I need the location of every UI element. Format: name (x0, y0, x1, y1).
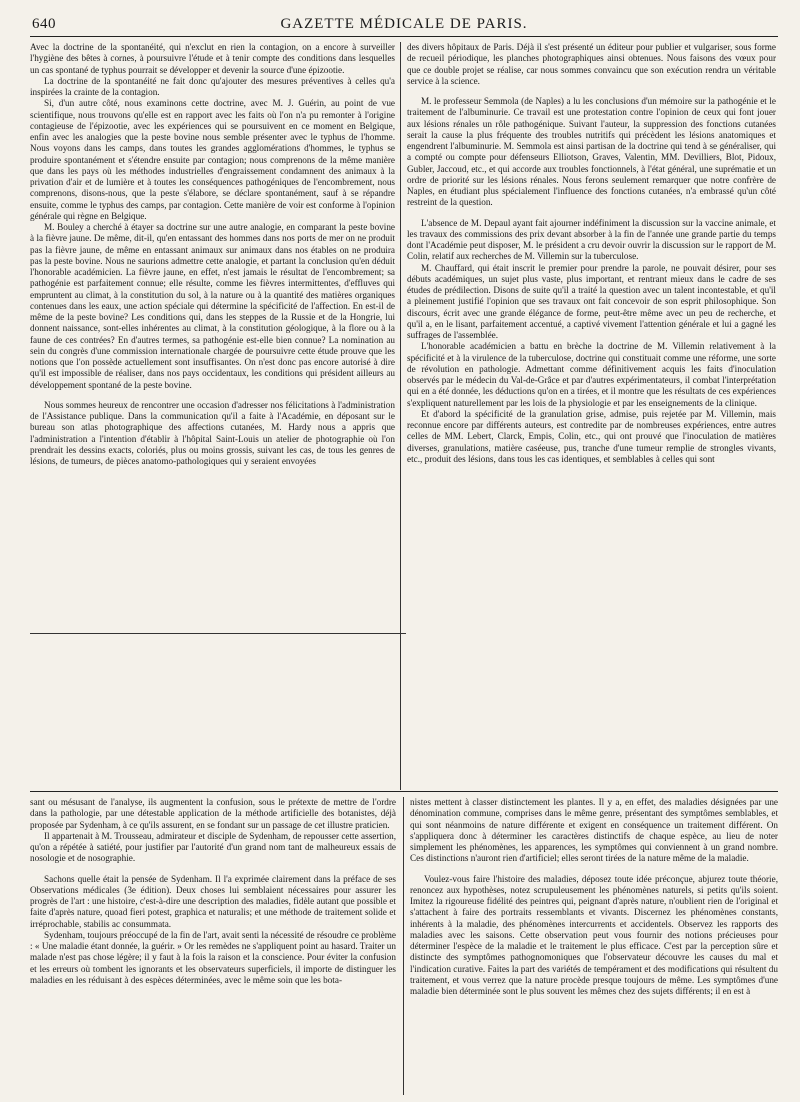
page-header (30, 14, 778, 37)
paragraph: La doctrine de la spontanéité ne fait donc qu'ajouter des mesures préventives à celles qu'a inspirées la crainte de la contagion. (30, 75, 395, 97)
column-4 (410, 797, 778, 1095)
page-number: 640 (32, 16, 56, 32)
column-divider (400, 42, 401, 790)
paragraph: Sydenham, toujours préoccupé de la fin de l'art, avait senti la nécessité de résoudre ce problème : « Une maladie étant donnée, la guérir. » Or les remèdes ne s'appliquent point au hasard. Traiter un malade n'est pas chose légère; il y faut à la fois la raison et la conscience. Pour éviter la confusion et les erreurs où tombent les ignorants et les observateurs superficiels, il importe de distinguer les maladies en les réduisant à des espèces déterminées, avec le même soin que les bota- (30, 929, 396, 985)
paragraph: L'honorable académicien a battu en brèche la doctrine de M. Villemin relativement à la spécificité et à la virulence de la tuberculose, doctrine qui constituait comme une réforme, une sorte de révolution en pathologie. Admettant comme définitivement acquis les faits d'inoculation observés par le médecin du Val-de-Grâce et par d'autres expérimentateurs, il combat l'interprétation qui en a été donnée, les déductions qu'on en a tirées, et il montre que les résultats de ces expériences s'expliquent naturellement par les lois de la physiologie et par les enseignements de la clinique. (407, 341, 776, 408)
paragraph: M. le professeur Semmola (de Naples) a lu les conclusions d'un mémoire sur la pathogénie et le traitement de l'albuminurie. Ce travail est une protestation contre l'opinion de ceux qui font jouer aux lésions rénales un rôle pathogénique. Suivant l'auteur, la suppression des fonctions cutanées serait la cause la plus fréquente des troubles nutritifs qui précèdent les lésions anatomiques et engendrent l'albuminurie. M. Semmola est ainsi partisan de la doctrine qui tend à se généraliser, qui a compté ou compte pour défenseurs Elliotson, Graves, Valentin, MM. Devilliers, Blot, Pidoux, Gubler, Jaccoud, etc., et qui accorde aux troubles fonctionnels, à l'état général, une suprématie et un ordre de priorité sur les lésions rénales. Nous ferons seulement remarquer que notre confrère de Naples, en étudiant plus spécialement l'influence des fonctions cutanées, n'a embrassé qu'un côté restreint de la question. (407, 96, 776, 208)
paragraph: Nous sommes heureux de rencontrer une occasion d'adresser nos félicitations à l'administration de l'Assistance publique. Dans la communication qu'il a faite à l'Académie, en déposant sur le bureau son atlas photographique des affections cutanées, M. Hardy nous a appris que l'administration a l'intention d'établir à l'hôpital Saint-Louis un atelier de photographie où l'on prendrait les dessins exacts, coloriés, plus ou moins grossis, suivant les cas, de tous les genres de lésions, de tumeurs, de pièces anatomo-pathologiques qui y seraient envoyées (30, 399, 395, 466)
paragraph: Voulez-vous faire l'histoire des maladies, déposez toute idée préconçue, abjurez toute théorie, renoncez aux hypothèses, notez scrupuleusement les phénomènes naturels, si petits qu'ils soient. Imitez la rigoureuse fidélité des peintres qui, peignant d'après nature, n'oublient rien de l'original et s'attachent à faire des portraits ressemblants et vivants. Discernez les phénomènes constants, inhérents à la maladie, des phénomènes intercurrents et accidentels. Observez les rapports des maladies avec les saisons. Cette observation peut vous fournir des notions précieuses pour déterminer l'espèce de la maladie et le traitement le plus efficace. C'est par la perception sûre et distincte des symptômes pathognomoniques que l'observateur découvre les causes du mal et l'indication curative. Faites la part des variétés de tempérament et des modifications qui résultent du traitement, et vous verrez que la nature procède presque toujours de même. Les symptômes d'une maladie bien déterminée sont le plus souvent les mêmes chez des sujets différents; il en est à (410, 873, 778, 996)
paragraph: M. Chauffard, qui était inscrit le premier pour prendre la parole, ne pouvait désirer, pour ses débuts académiques, un sujet plus vaste, plus important, et rentrant mieux dans le cadre de ses études de prédilection. Disons de suite qu'il a traité la question avec un talent incontestable, et qu'il a pleinement justifié l'opinion que ses travaux ont fait concevoir de son esprit philosophique. Son discours, écrit avec une grande élégance de forme, peut-être même avec un peu de recherche, et qu'il a, en le lisant, parfaitement accentué, a captivé vivement l'attention générale et lui a gagné les suffrages de l'assemblée. (407, 262, 776, 340)
paragraph: nistes mettent à classer distinctement les plantes. Il y a, en effet, des maladies désignées par une dénomination commune, comprises dans le même genre, présentant des symptômes semblables, et qui sont néanmoins de nature différente et exigent en conséquence un traitement différent. On s'appliquera donc à déterminer les caractères distinctifs de chaque espèce, au lieu de noter simplement les phénomènes, les apparences, les symptômes qui conviennent à un grand nombre. Ces distinctions n'auront rien d'artificiel; elles seront tirées de la nature même de la maladie. (410, 797, 778, 864)
paragraph: Avec la doctrine de la spontanéité, qui n'exclut en rien la contagion, on a encore à surveiller l'hygiène des bêtes à cornes, à poursuivre l'étude et à tenir compte des conditions dans lesquelles un cas spontané de typhus pourrait se développer et devenir la source d'une épizootie. (30, 42, 395, 75)
paragraph: Et d'abord la spécificité de la granulation grise, admise, puis rejetée par M. Villemin, mais reconnue encore par différents auteurs, est contredite par de nombreuses expériences, entre autres celles de MM. Lebert, Clarck, Empis, Colin, etc., qui ont prouvé que l'inoculation de matières diverses, granulations, matière caséeuse, pus, tranche d'une tumeur remplie de strongles vivants, etc., produit des lésions, dans tous les cas identiques, et semblables à celles qui sont (407, 408, 776, 464)
journal-title: GAZETTE MÉDICALE DE PARIS. (280, 16, 528, 32)
section-divider (30, 633, 406, 634)
column-divider (403, 797, 404, 1095)
paragraph: Si, d'un autre côté, nous examinons cette doctrine, avec M. J. Guérin, au point de vue scientifique, nous trouvons qu'elle est en rapport avec les faits où l'on n'a pu remonter à l'origine contagieuse de l'épizootie, avec les expériences qui se poursuivent en ce moment en Belgique, enfin avec les analogies que la peste bovine nous semble présenter avec le typhus de l'homme. Nous voyons dans les camps, dans toutes les grandes agglomérations d'hommes, le typhus se produire spontanément et s'étendre ensuite par contagion; nous comprenons de la même manière que dans les pays où les méthodes industrielles d'engraissement condamnent des animaux à la privation d'air et de lumière et à toutes les conséquences pathogéniques de l'encombrement, nous comprenons, disons-nous, que la peste s'élabore, se déclare spontanément, sauf à se répandre ensuite, comme le typhus des camps, par contagion. Cette manière de voir est conforme à l'opinion générale qui règne en Belgique. (30, 98, 395, 221)
column-2 (407, 42, 776, 790)
paragraph: Sachons quelle était la pensée de Sydenham. Il l'a exprimée clairement dans la préface de ses Observations médicales (3e édition). Deux choses lui semblaient nécessaires pour assurer les progrès de l'art : une histoire, c'est-à-dire une description des maladies, fidèle autant que possible et faite d'après nature, quoad fieri potest, graphica et naturalis; et une méthode de traitement solide et irréprochable, stabilis ac consummata. (30, 873, 396, 929)
column-1 (30, 42, 395, 626)
column-3 (30, 797, 396, 1095)
paragraph: Il appartenait à M. Trousseau, admirateur et disciple de Sydenham, de repousser cette assertion, qu'on a répétée à satiété, pour justifier par l'autorité d'un grand nom tant de malheureux essais de nosologie et de nosographie. (30, 830, 396, 864)
paragraph: L'absence de M. Depaul ayant fait ajourner indéfiniment la discussion sur la vaccine animale, et les travaux des commissions des prix devant absorber à la fin de l'année une grande partie du temps dont l'Académie peut disposer, M. le président a cru devoir ouvrir la discussion sur le rapport de M. Colin, relatif aux recherches de M. Villemin sur la tuberculose. (407, 217, 776, 262)
paragraph: sant ou mésusant de l'analyse, ils augmentent la confusion, sous le prétexte de mettre de l'ordre dans la pathologie, par une détestable application de la méthode artificielle des botanistes, déjà proposée par Sydenham, à ce qu'ils assurent, en se fondant sur un passage de cet illustre praticien. (30, 797, 396, 830)
feuilleton-divider (30, 791, 778, 792)
paragraph: M. Bouley a cherché à étayer sa doctrine sur une autre analogie, en comparant la peste bovine à la fièvre jaune. De même, dit-il, qu'en entassant des hommes dans nos ports de mer on ne produit pas la fièvre jaune, de même en entassant animaux sur animaux dans nos étables on ne produira pas la peste bovine. Nous ne saurions admettre cette analogie, et partant la conclusion qu'en déduit l'honorable académicien. La fièvre jaune, en effet, n'est jamais le résultat de l'encombrement; sa pathogénie est parfaitement connue; elle résulte, comme les fièvres intermittentes, d'effluves qui empruntent au climat, à la constitution du sol, à la nature ou à la quantité des matières organiques contenues dans les eaux, une action spéciale qui détermine la spécificité de l'affection. En est-il de même de la peste bovine? Les conditions qui, dans les steppes de la Russie et de la Hongrie, lui donnent naissance, sont-elles inhérentes au climat, à la constitution géologique, à la flore ou à la faune de ces contrées? En d'autres termes, sa pathogénie est-elle bien connue? La nomination au sein du congrès d'une commission internationale chargée de poursuivre cette étude prouve que les notions que l'on possède actuellement sont insuffisantes. On n'est donc pas encore autorisé à dire qu'il est impossible de réaliser, dans nos pays occidentaux, les conditions qui président ailleurs au développement spontané de la peste bovine. (30, 222, 395, 390)
paragraph: des divers hôpitaux de Paris. Déjà il s'est présenté un éditeur pour publier et vulgariser, sous forme de recueil périodique, les planches photographiques ainsi obtenues. Nous faisons des vœux pour que ce double projet se réalise, car nous sommes convaincu que son exécution rendra un véritable service à la science. (407, 42, 776, 86)
